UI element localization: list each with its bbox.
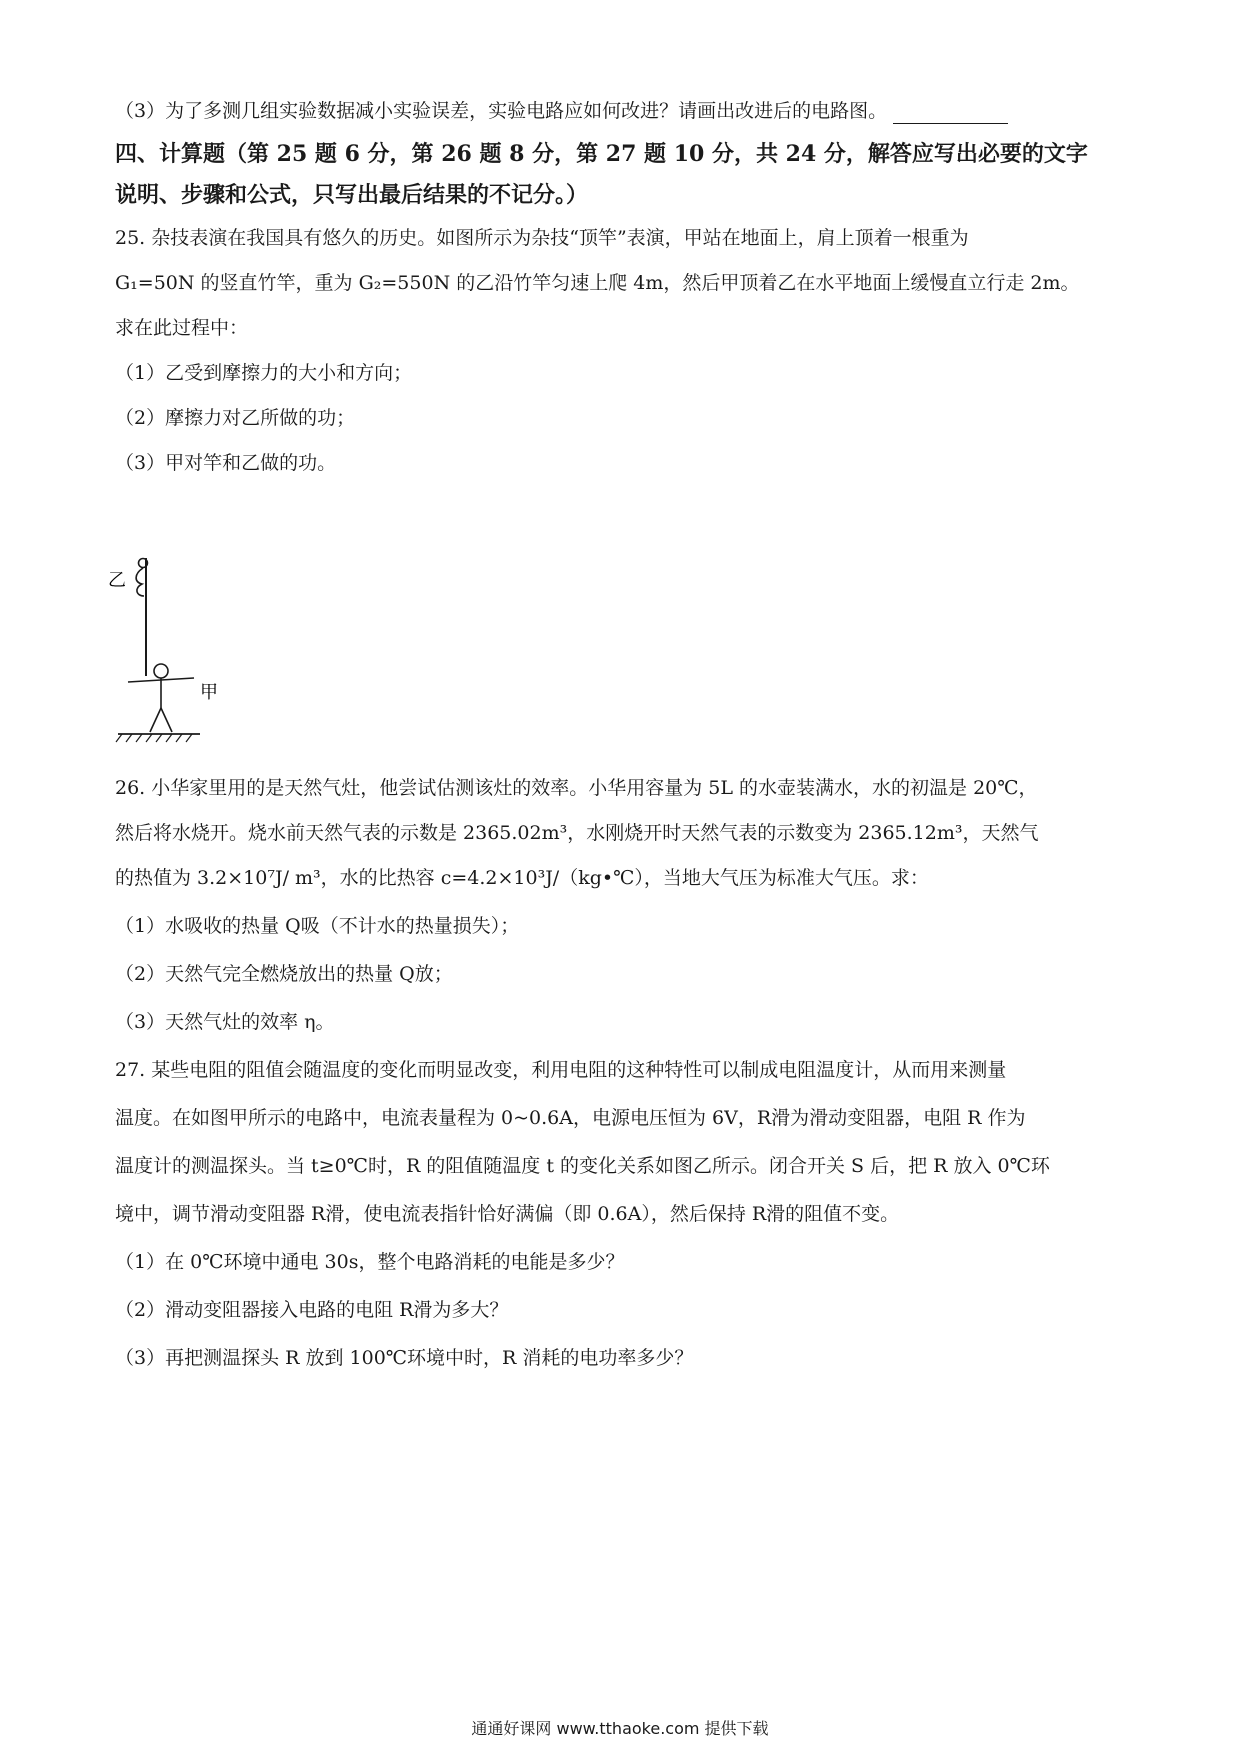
- label-jia: 甲: [200, 682, 218, 703]
- question-27-text-4: 境中，调节滑动变阻器 R滑，使电流表指针恰好满偏（即 0.6A），然后保持 R滑的阻值不变。: [115, 1203, 900, 1225]
- question-27-text-1: 27. 某些电阻的阻值会随温度的变化而明显改变，利用电阻的这种特性可以制成电阻温度计，从而用来测量: [115, 1059, 1007, 1081]
- question-26-sub-3: （3）天然气灶的效率 η。: [115, 1011, 335, 1033]
- section-heading-line-1: 四、计算题（第 25 题 6 分，第 26 题 8 分，第 27 题 10 分，共 24 分，解答应写出必要的文字: [115, 141, 1088, 167]
- question-27-text-3: 温度计的测温探头。当 t≥0℃时，R 的阻值随温度 t 的变化关系如图乙所示。闭合开关 S 后，把 R 放入 0℃环: [115, 1155, 1050, 1177]
- label-yi: 乙: [108, 570, 126, 591]
- answer-blank: [893, 103, 1008, 124]
- section-heading-line-2: 说明、步骤和公式，只写出最后结果的不记分。）: [115, 182, 589, 208]
- question-26-sub-2: （2）天然气完全燃烧放出的热量 Q放；: [115, 963, 453, 985]
- pole-acrobat-figure: [108, 548, 228, 748]
- question-24-part-3-text: （3）为了多测几组实验数据减小实验误差，实验电路应如何改进？请画出改进后的电路图。: [115, 100, 888, 122]
- carrier-left-leg: [150, 708, 161, 732]
- carrier-right-leg: [161, 708, 172, 732]
- question-25-text-3: 求在此过程中：: [115, 317, 249, 339]
- climber-body: [136, 568, 144, 596]
- question-26-text-3: 的热值为 3.2×10⁷J/ m³，水的比热容 c=4.2×10³J/（kg•℃），当地大气压为标准大气压。求：: [115, 867, 929, 889]
- question-25-sub-1: （1）乙受到摩擦力的大小和方向；: [115, 362, 413, 384]
- question-25-text-2: G₁=50N 的竖直竹竿，重为 G₂=550N 的乙沿竹竿匀速上爬 4m，然后甲顶着乙在水平地面上缓慢直立行走 2m。: [115, 272, 1080, 294]
- question-25-sub-3: （3）甲对竿和乙做的功。: [115, 452, 337, 474]
- pole-acrobat-diagram: [108, 548, 228, 748]
- question-25-sub-2: （2）摩擦力对乙所做的功；: [115, 407, 356, 429]
- carrier-head: [154, 664, 168, 678]
- ground-hatching: [116, 734, 192, 742]
- question-24-part-3: [115, 98, 1008, 124]
- question-26-text-1: 26. 小华家里用的是天然气灶，他尝试估测该灶的效率。小华用容量为 5L 的水壶装满水，水的初温是 20℃，: [115, 777, 1038, 799]
- question-27-text-2: 温度。在如图甲所示的电路中，电流表量程为 0~0.6A，电源电压恒为 6V，R滑为滑动变阻器，电阻 R 作为: [115, 1107, 1026, 1129]
- question-27-sub-3: （3）再把测温探头 R 放到 100℃环境中时，R 消耗的电功率多少？: [115, 1347, 694, 1369]
- question-27-sub-1: （1）在 0℃环境中通电 30s，整个电路消耗的电能是多少？: [115, 1251, 625, 1273]
- question-26-text-2: 然后将水烧开。烧水前天然气表的示数是 2365.02m³，水刚烧开时天然气表的示数变为 2365.12m³，天然气: [115, 822, 1039, 844]
- question-26-sub-1: （1）水吸收的热量 Q吸（不计水的热量损失）；: [115, 915, 520, 937]
- question-25-text-1: 25. 杂技表演在我国具有悠久的历史。如图所示为杂技“顶竿”表演，甲站在地面上，肩上顶着一根重为: [115, 227, 969, 249]
- question-27-sub-2: （2）滑动变阻器接入电路的电阻 R滑为多大？: [115, 1299, 509, 1321]
- footer-watermark: 通通好课网 www.tthaoke.com 提供下载: [471, 1719, 769, 1738]
